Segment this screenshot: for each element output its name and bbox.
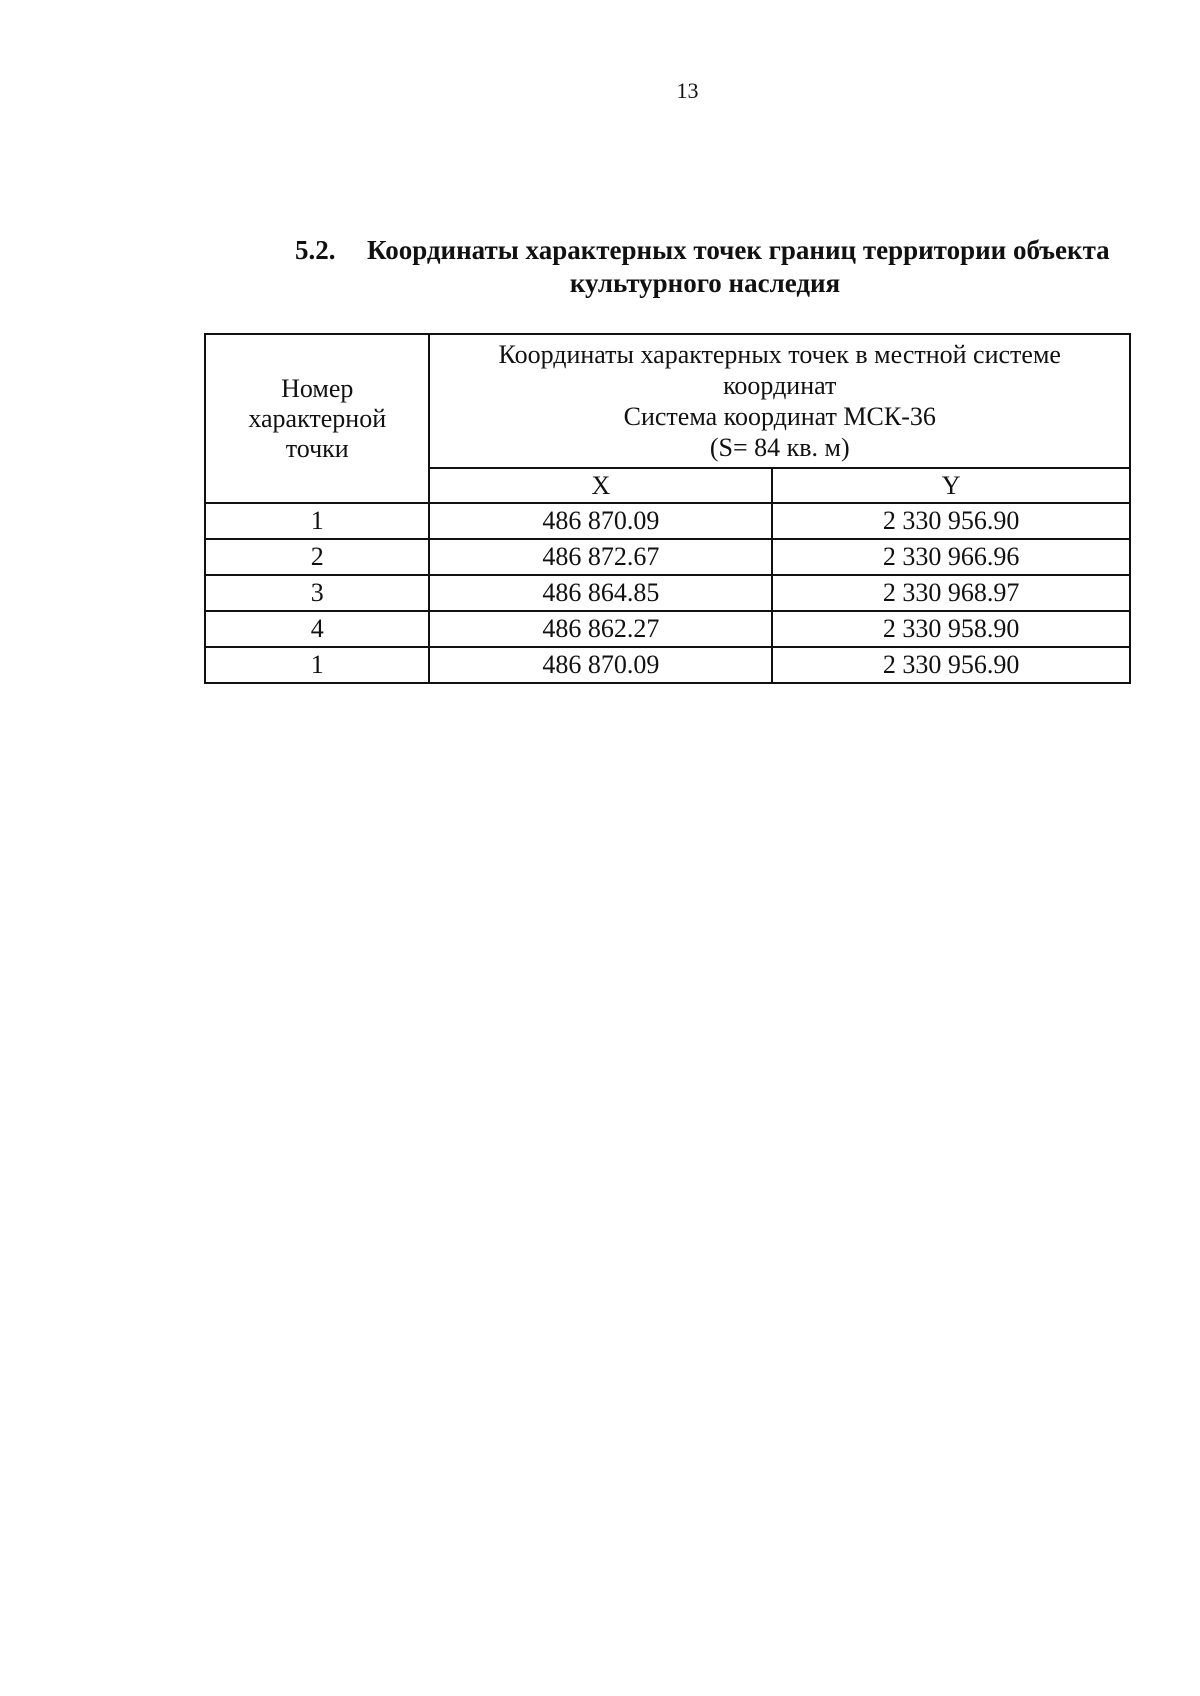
table-row xyxy=(205,611,1130,647)
section-title-continued: культурного наследия xyxy=(569,268,841,298)
x-cell: 486 862.27 xyxy=(429,611,772,647)
point-number-cell: 4 xyxy=(205,611,429,647)
coordinates-header-line: (S= 84 кв. м) xyxy=(709,433,850,462)
section-heading-line1 xyxy=(295,234,1155,267)
point-number-header-line: точки xyxy=(285,433,349,463)
x-cell: 486 870.09 xyxy=(429,503,772,539)
table-row xyxy=(205,647,1130,683)
y-column-header: Y xyxy=(772,468,1130,503)
coordinates-header-line: Координаты характерных точек в местной системе xyxy=(498,340,1061,369)
coordinates-table xyxy=(204,333,1131,684)
point-number-cell: 3 xyxy=(205,575,429,611)
point-number-header xyxy=(205,334,429,503)
page-number: 13 xyxy=(676,78,699,103)
coordinates-header-line: Система координат МСК-36 xyxy=(623,402,936,431)
point-number-header-line: характерной xyxy=(248,403,387,433)
coordinates-header-line: координат xyxy=(723,371,837,400)
coordinates-header xyxy=(429,334,1130,468)
x-cell: 486 870.09 xyxy=(429,647,772,683)
y-cell: 2 330 966.96 xyxy=(772,539,1130,575)
table-row xyxy=(205,575,1130,611)
y-cell: 2 330 956.90 xyxy=(772,647,1130,683)
section-heading xyxy=(295,234,1155,300)
section-title: Координаты характерных точек границ территории объекта xyxy=(367,235,1110,265)
table-row xyxy=(205,539,1130,575)
point-number-cell: 1 xyxy=(205,647,429,683)
section-number: 5.2. xyxy=(295,235,336,265)
x-cell: 486 872.67 xyxy=(429,539,772,575)
point-number-cell: 1 xyxy=(205,503,429,539)
point-number-cell: 2 xyxy=(205,539,429,575)
y-cell: 2 330 958.90 xyxy=(772,611,1130,647)
point-number-header-line: Номер xyxy=(281,373,354,403)
x-column-header: X xyxy=(429,468,772,503)
y-cell: 2 330 968.97 xyxy=(772,575,1130,611)
y-cell: 2 330 956.90 xyxy=(772,503,1130,539)
table-row xyxy=(205,503,1130,539)
x-cell: 486 864.85 xyxy=(429,575,772,611)
